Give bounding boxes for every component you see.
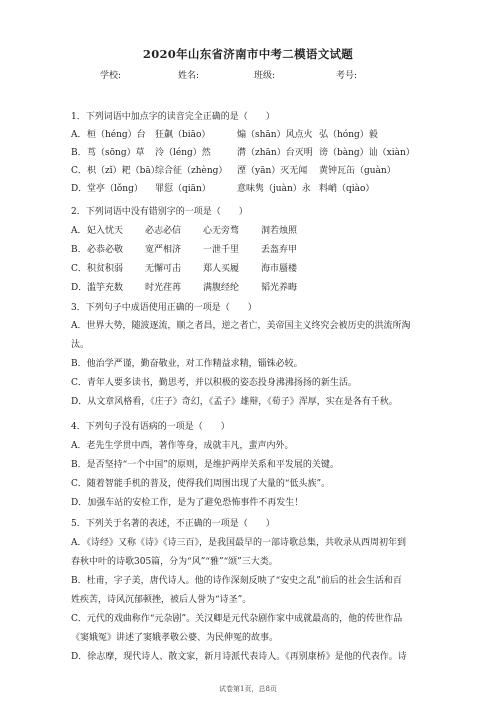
q5-option-b-line1: B．杜甫，字子美，唐代诗人。他的诗作深刻反映了“安史之乱”前后的社会生活和百 [71,576,402,586]
q4-option-b: B．是否坚持“一个中国”的原则，是维护两岸关系和平发展的关键。 [71,460,339,470]
student-info-row [100,68,396,81]
q2-option-d: D．滥竽充数 时光荏苒 满腹经纶 韬光养晦 [71,283,298,293]
q4-option-c: C．随着智能手机的普及，使得我们周围出现了大量的“低头族”。 [71,479,331,489]
q1-option-c: C．枳（zǐ）耙（bā）综合征（zhèng） 湮（yān）灭无闻 黄钟瓦缶（guàn） [71,166,396,176]
number-label: 考号: [336,71,358,81]
q5-option-a-line1: A．《诗经》又称《诗》《诗三百》，是我国最早的一部诗歌总集，共收录从西周初年到 [71,538,407,548]
q1-stem: 1．下列词语中加点字的读音完全正确的是（ ） [71,112,275,122]
q2-option-a: A．妃入忧天 必志必信 心无旁骛 洞若烛照 [71,226,298,236]
name-label: 姓名: [178,71,200,81]
q4-stem: 4．下列句子没有语病的一项是（ ） [71,422,230,432]
q3-option-c: C．青年人要多读书，勤思考，并以积极的姿态投身沸沸扬扬的新生活。 [71,378,357,388]
q3-option-b: B．他治学严谨，勤奋敬业，对工作精益求精，锱铢必较。 [71,359,303,369]
q5-option-b-line2: 姓疾苦，诗风沉郁顿挫，被后人誉为“诗圣”。 [71,595,252,605]
q5-option-d-line1: D．徐志摩，现代诗人、散文家，新月诗派代表诗人。《再别康桥》是他的代表作。诗 [71,652,407,662]
q2-option-b: B．必恭必敬 宽严相济 一泄千里 丢盔弃甲 [71,245,298,255]
q1-option-b: B．茑（sōng）草 泠（léng）然 潸（zhān）台灭明 谤（bàng）讪（xiàn） [71,148,415,158]
q3-stem: 3．下列句子中成语使用正确的一项是（ ） [71,303,257,313]
page-footer: 试卷第1页，总8页 [219,685,277,693]
q4-option-d: D．加强车站的安检工作，是为了避免恐怖事件不再发生！ [71,498,304,508]
q1-option-d: D．堂亭（lǒng） 罪愆（qiān） 意味隽（juàn）永 料峭（qiào） [71,184,375,194]
q5-option-a-line2: 春秋中叶的诗歌305篇，分为“风”“雅”“颂”三大类。 [71,557,278,567]
q3-option-a-line1: A．世界大势，随波逐流，顺之者昌，逆之者亡，美帝国主义终究会被历史的洪流所淘 [71,321,411,331]
q2-option-c: C．积贫积弱 无懈可击 郑人买履 海市蜃楼 [71,264,298,274]
q4-option-a: A．老先生学贯中西，著作等身，成就丰凡，蜚声内外。 [71,441,294,451]
q5-option-c-line2: 《窦娥冤》讲述了窦娥孝敬公婆、为民伸冤的故事。 [71,633,279,643]
q1-option-a: A．桓（héng）台 狂飙（biāo） 煽（shān）风点火 弘（hóng）毅 [71,130,378,140]
q3-option-d: D．从文章风格看，《庄子》奇幻，《孟子》雄辩，《荀子》浑厚，实在是各有千秋。 [71,397,398,407]
q3-option-a-line2: 汰。 [71,340,90,350]
class-label: 班级: [254,71,276,81]
q2-stem: 2．下列词语中没有错别字的一项是（ ） [71,207,248,217]
q5-option-c-line1: C．元代的戏曲称作“元杂剧”。关汉卿是元代杂剧作家中成就最高的，他的传世作品 [71,614,403,624]
document-title: 2020年山东省济南市中考二模语文试题 [142,47,354,61]
q5-stem: 5．下列关于名著的表述，不正确的一项是（ ） [71,519,275,529]
school-label: 学校: [100,71,122,81]
